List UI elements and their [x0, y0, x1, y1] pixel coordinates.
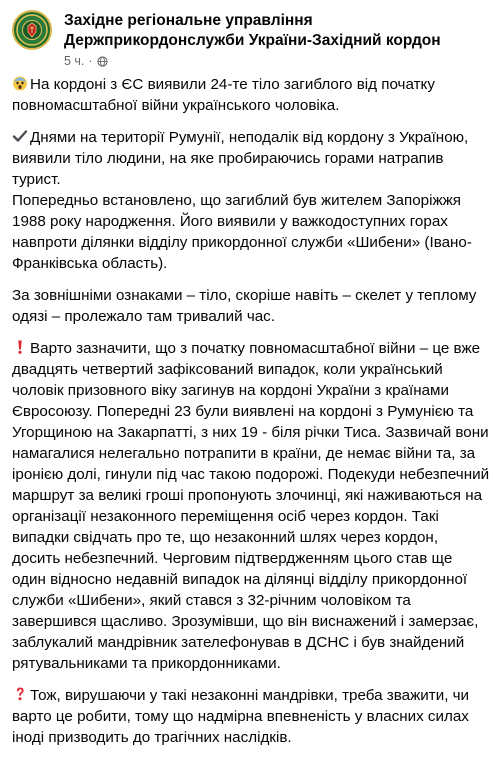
scream-emoji-icon — [12, 75, 28, 91]
border-guard-emblem-icon — [15, 13, 49, 47]
post-body — [12, 74, 490, 759]
paragraph-5-text: Варто зазначити, що з початку повномасштабної війни – це вже двадцять четвертий зафіксований випадок, коли український чоловік призовного віку загинув на кордоні України з країнами Євросоюзу. Попередні 23 були виявлені на кордоні з Румунією та Угорщиною на Закарпатті, з них 19 - біля річки Тиса. Зазвичай вони намагалися нелегально потрапити в країни, де немає війни та, за іронією долі, гинули під час такою подорожі. Подекуди небезпечний маршрут за великі гроші пропонують злочинці, які наживаються на організації незаконного переміщення осіб через кордон. Такі випадки свідчать про те, що незаконний шлях через кордон, досить небезпечний. Черговим підтвердженням цього став ще один відносно недавній випадок на ділянці відділу прикордонної служби «Шибени», який стався з 32-річним чоловіком та завершився щасливо. Зрозумівши, що він виснажений і замерзає, заблукалий мандрівник зателефонував в ДСНС і був знайдений рятувальниками та прикордонниками. — [12, 340, 490, 672]
globe-icon[interactable] — [97, 56, 108, 67]
page-name-link[interactable]: Західне регіональне управління Держприкордонслужби України-Західний кордон — [64, 12, 441, 49]
page-avatar[interactable] — [12, 10, 52, 50]
paragraph-5 — [12, 338, 490, 674]
question-emoji-icon — [12, 686, 28, 702]
paragraph-6-text: Тож, вирушаючи у такі незаконні мандрівки, треба зважити, чи варто це робити, тому що надмірна впевненість у власних силах іноді призводить до трагічних наслідків. — [12, 687, 470, 746]
paragraph-2-text: Днями на території Румунії, неподалік від кордону з Україною, виявили тіло людини, на яке пробираючись горами натрапив турист. — [12, 129, 469, 188]
paragraph-2 — [12, 127, 490, 274]
post-time[interactable]: 5 ч. — [64, 54, 85, 68]
check-mark-emoji-icon — [12, 128, 28, 144]
paragraph-1-text: На кордоні з ЄС виявили 24-те тіло загиблого від початку повномасштабної війни українського чоловіка. — [12, 76, 435, 114]
exclamation-emoji-icon — [12, 339, 28, 355]
paragraph-6 — [12, 685, 490, 748]
paragraph-3-text: Попередньо встановлено, що загиблий був жителем Запоріжжя 1988 року народження. Його виявили у важкодоступних горах навпроти ділянки відділу прикордонної служби «Шибени» (Івано-Франківська область). — [12, 192, 472, 272]
paragraph-1 — [12, 74, 490, 116]
paragraph-4 — [12, 285, 490, 327]
meta-separator: · — [88, 54, 93, 68]
paragraph-4-text: За зовнішніми ознаками – тіло, скоріше навіть – скелет у теплому одязі – пролежало там тривалий час. — [12, 287, 477, 325]
post-meta — [64, 54, 108, 68]
post-header — [12, 8, 487, 68]
